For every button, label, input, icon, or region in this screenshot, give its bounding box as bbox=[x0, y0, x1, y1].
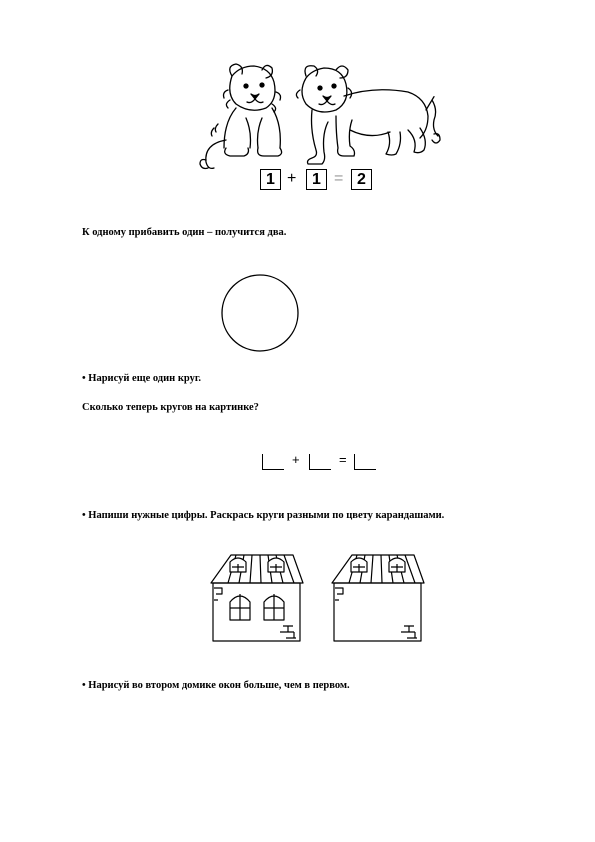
count-circles-question: Сколько теперь кругов на картинке? bbox=[82, 402, 259, 413]
blank-equals-sign: = bbox=[339, 452, 347, 467]
addend-2-box: 1 bbox=[306, 169, 327, 190]
write-digits-instruction: • Напиши нужные цифры. Раскрась круги разными по цвету карандашами. bbox=[82, 510, 445, 521]
blank-plus-sign: + bbox=[292, 452, 300, 467]
blank-addend-1[interactable] bbox=[262, 454, 284, 470]
equals-sign: = bbox=[334, 170, 344, 187]
plus-sign: + bbox=[287, 170, 297, 187]
left-cub-image bbox=[200, 64, 282, 169]
draw-windows-instruction: • Нарисуй во втором домике окон больше, чем в первом. bbox=[82, 680, 350, 691]
blank-addend-2[interactable] bbox=[309, 454, 331, 470]
blank-sum[interactable] bbox=[354, 454, 376, 470]
sum-box: 2 bbox=[351, 169, 372, 190]
right-cub-image bbox=[296, 66, 440, 164]
house-2-image bbox=[332, 555, 424, 641]
draw-circle-instruction: • Нарисуй еще один круг. bbox=[82, 373, 202, 384]
statement-text: К одному прибавить один – получится два. bbox=[82, 227, 287, 238]
addend-1-box: 1 bbox=[260, 169, 281, 190]
house-1-image bbox=[211, 555, 303, 641]
